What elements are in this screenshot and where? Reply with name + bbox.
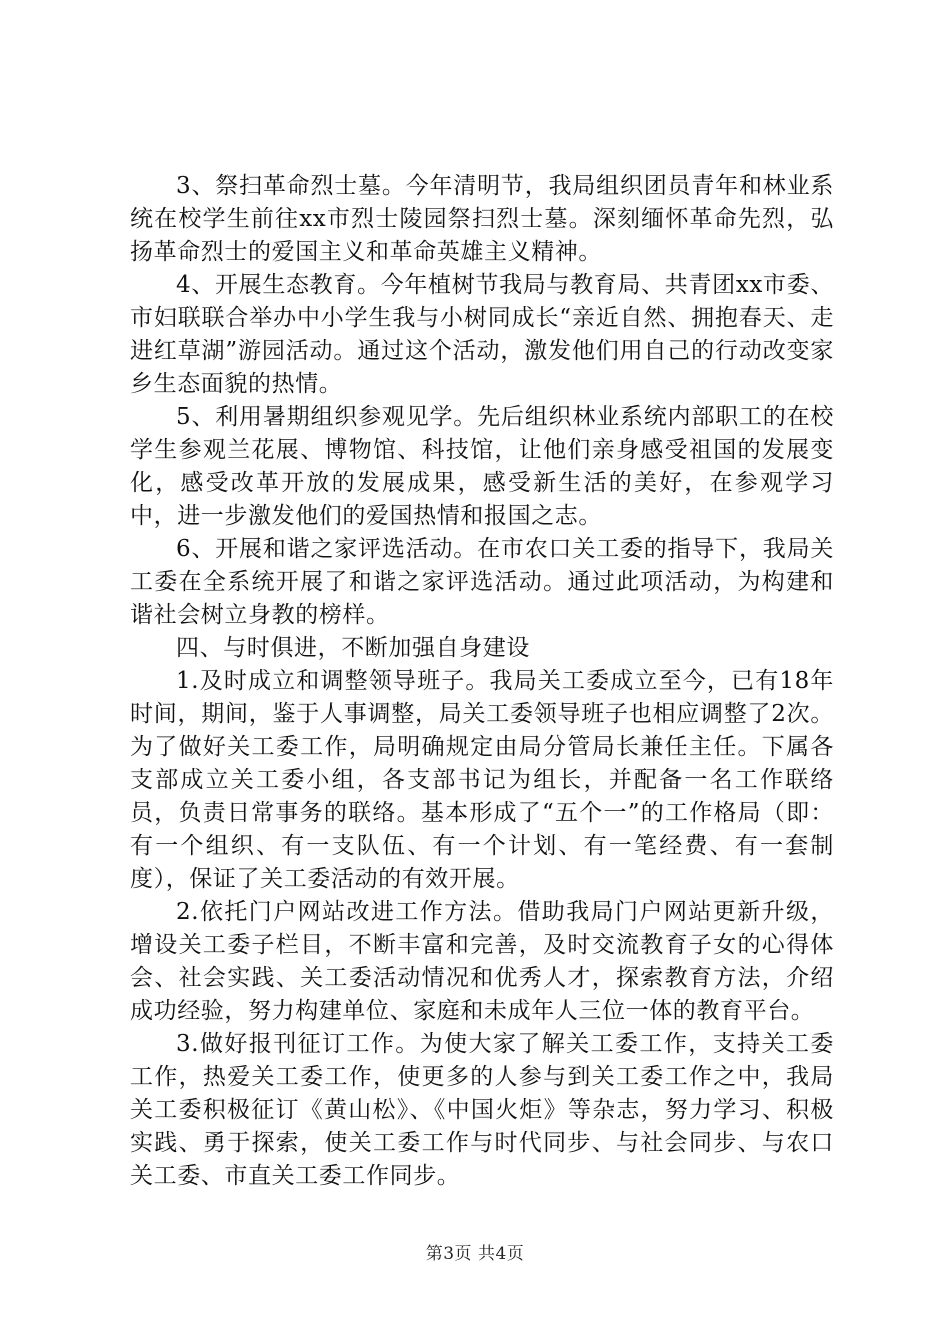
paragraph-subitem-3: 3.做好报刊征订工作。为使大家了解关工委工作，支持关工委工作，热爱关工委工作，使更多的人参与到关工委工作之中，我局关工委积极征订《黄山松》、《中国火炬》等杂志，努力学习、积极实践、勇于探索，使关工委工作与时代同步、与社会同步、与农口关工委、市直关工委工作同步。 bbox=[130, 1031, 834, 1189]
paragraph-item-4: 4、开展生态教育。今年植树节我局与教育局、共青团xx市委、市妇联联合举办中小学生我与小树同成长“亲近自然、拥抱春天、走进红草湖”游园活动。通过这个活动，激发他们用自己的行动改变家乡生态面貌的热情。 bbox=[130, 272, 834, 397]
paragraph-item-3: 3、祭扫革命烈士墓。今年清明节，我局组织团员青年和林业系统在校学生前往xx市烈士陵园祭扫烈士墓。深刻缅怀革命先烈，弘扬革命烈士的爱国主义和革命英雄主义精神。 bbox=[130, 173, 834, 265]
document-body bbox=[130, 170, 834, 1193]
page-number-footer: 第3页 共4页 bbox=[425, 1244, 525, 1264]
paragraph-subitem-2: 2.依托门户网站改进工作方法。借助我局门户网站更新升级，增设关工委子栏目，不断丰富和完善，及时交流教育子女的心得体会、社会实践、关工委活动情况和优秀人才，探索教育方法，介绍成功经验，努力构建单位、家庭和未成年人三位一体的教育平台。 bbox=[130, 899, 834, 1024]
paragraph-item-6: 6、开展和谐之家评选活动。在市农口关工委的指导下，我局关工委在全系统开展了和谐之家评选活动。通过此项活动，为构建和谐社会树立身教的榜样。 bbox=[130, 536, 834, 628]
paragraph-item-5: 5、利用暑期组织参观见学。先后组织林业系统内部职工的在校学生参观兰花展、博物馆、科技馆，让他们亲身感受祖国的发展变化，感受改革开放的发展成果，感受新生活的美好，在参观学习中，进一步激发他们的爱国热情和报国之志。 bbox=[130, 404, 834, 529]
paragraph-subitem-1: 1.及时成立和调整领导班子。我局关工委成立至今，已有18年时间，期间，鉴于人事调整，局关工委领导班子也相应调整了2次。为了做好关工委工作，局明确规定由局分管局长兼任主任。下属各支部成立关工委小组，各支部书记为组长，并配备一名工作联络员，负责日常事务的联络。基本形成了“五个一”的工作格局（即：有一个组织、有一支队伍、有一个计划、有一笔经费、有一套制度），保证了关工委活动的有效开展。 bbox=[130, 668, 834, 892]
section-heading: 四、与时俱进，不断加强自身建设 bbox=[176, 635, 530, 661]
